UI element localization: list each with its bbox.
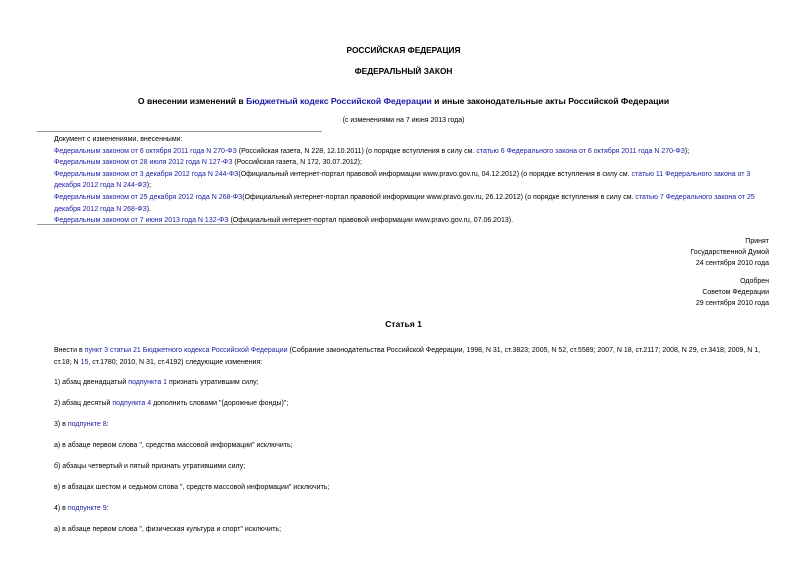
document-title bbox=[0, 96, 807, 107]
subparagraph-8-link[interactable]: подпункте 8 bbox=[67, 421, 107, 428]
list-item bbox=[37, 398, 777, 410]
amendment-item bbox=[37, 215, 777, 227]
divider-bottom bbox=[37, 224, 322, 225]
list-item bbox=[37, 524, 777, 536]
item-text: 2) абзац десятый bbox=[54, 400, 113, 407]
item-text: 1) абзац двенадцатый bbox=[54, 379, 129, 386]
list-item bbox=[37, 503, 777, 515]
ref-15-link[interactable]: 15 bbox=[80, 358, 89, 366]
item-text: 3) в bbox=[54, 421, 68, 428]
intro-text: Внести в bbox=[54, 347, 85, 354]
amendment-item bbox=[37, 157, 777, 169]
council-line: Советом Федерации bbox=[702, 289, 769, 296]
list-item bbox=[37, 461, 777, 473]
duma-line: Принят bbox=[745, 238, 769, 245]
amendment-item bbox=[37, 146, 777, 158]
subparagraph-9-link[interactable]: подпункте 9 bbox=[67, 505, 107, 512]
item-text: признать утратившим силу; bbox=[167, 379, 259, 386]
amendment-text: (Российская газета, N 172, 30.07.2012); bbox=[232, 159, 362, 167]
item-text: а) в абзаце первом слова ", средства массовой информации" исключить; bbox=[54, 442, 293, 449]
council-approval bbox=[696, 276, 769, 309]
law-type-heading: ФЕДЕРАЛЬНЫЙ ЗАКОН bbox=[354, 66, 453, 76]
amendment-text: (Официальный интернет-портал правовой информации www.pravo.gov.ru, 04.12.2012) (о порядке вступления в силу см. bbox=[238, 170, 632, 178]
amendment-article-link[interactable]: статью 7 Федерального закона от 25 декабря 2012 года N 268-ФЗ bbox=[54, 193, 755, 213]
amendment-law-link[interactable]: Федеральным законом от 25 декабря 2012 года N 268-ФЗ bbox=[54, 193, 243, 201]
item-text: в) в абзацах шестом и седьмом слова ", средств массовой информации" исключить; bbox=[54, 484, 330, 491]
amendment-text: (Официальный интернет-портал правовой информации www.pravo.gov.ru, 26.12.2012) (о порядке вступления в силу см. bbox=[242, 193, 636, 201]
item-text: 4) в bbox=[54, 505, 68, 512]
title-prefix: О внесении изменений в bbox=[137, 96, 247, 106]
amendment-law-link[interactable]: Федеральным законом от 3 декабря 2012 года N 244-ФЗ bbox=[54, 170, 239, 178]
divider-top bbox=[37, 131, 322, 132]
duma-line: Государственной Думой bbox=[690, 249, 769, 256]
list-item bbox=[37, 377, 777, 389]
amendment-article-link[interactable]: статью 6 Федерального закона от 6 октября 2011 года N 270-ФЗ bbox=[476, 147, 685, 155]
amendment-law-link[interactable]: Федеральным законом от 28 июля 2012 года N 127-ФЗ bbox=[54, 159, 233, 167]
edition-note: (с изменениями на 7 июня 2013 года) bbox=[342, 117, 465, 124]
item-text: дополнить словами "(дорожные фонды)"; bbox=[151, 400, 289, 407]
amendment-text: (Российская газета, N 228, 12.10.2011) (о порядке вступления в силу см. bbox=[236, 147, 477, 155]
item-text: б) абзацы четвертый и пятый признать утратившими силу; bbox=[54, 463, 246, 470]
amendment-tail: ); bbox=[684, 147, 690, 155]
amendment-item bbox=[37, 192, 777, 215]
amendment-item bbox=[37, 169, 777, 192]
duma-adoption bbox=[690, 236, 769, 269]
amendments-intro: Документ с изменениями, внесенными: bbox=[54, 136, 183, 143]
article-21-link[interactable]: пункт 3 статьи 21 Бюджетного кодекса Российской Федерации bbox=[84, 347, 288, 354]
list-item bbox=[37, 419, 777, 431]
article-intro bbox=[37, 345, 777, 368]
article-heading: Статья 1 bbox=[385, 319, 422, 329]
subparagraph-1-link[interactable]: подпункта 1 bbox=[128, 379, 168, 386]
title-suffix: и иные законодательные акты Российской Федерации bbox=[431, 96, 670, 106]
amendment-article-link[interactable]: статью 11 Федерального закона от 3 декабря 2012 года N 244-ФЗ bbox=[54, 170, 751, 190]
intro-text: (Собрание законодательства Российской Федерации, 1998, N 31, ст.3823; 2005, N 52, ст.5589; 2007, N 18, ст.2117; 2008, N 29, ст.3418; 2009, N 1, ст.18; N bbox=[54, 347, 761, 366]
item-text: : bbox=[106, 505, 109, 512]
amendment-tail: ). bbox=[146, 205, 152, 213]
amendment-law-link[interactable]: Федеральным законом от 7 июня 2013 года N 132-ФЗ bbox=[54, 217, 229, 225]
subparagraph-4-link[interactable]: подпункта 4 bbox=[112, 400, 152, 407]
amendment-law-link[interactable]: Федеральным законом от 6 октября 2011 года N 270-ФЗ bbox=[54, 147, 237, 155]
list-item bbox=[37, 440, 777, 452]
council-line: Одобрен bbox=[740, 278, 769, 285]
item-text: : bbox=[106, 421, 109, 428]
amendment-text: (Официальный интернет-портал правовой информации www.pravo.gov.ru, 07.06.2013). bbox=[228, 217, 514, 225]
item-text: а) в абзаце первом слова ", физическая культура и спорт" исключить; bbox=[54, 526, 282, 533]
duma-date: 24 сентября 2010 года bbox=[695, 260, 769, 267]
amendment-tail: ); bbox=[146, 182, 152, 190]
budget-code-link[interactable]: Бюджетный кодекс Российской Федерации bbox=[246, 96, 432, 106]
council-date: 29 сентября 2010 года bbox=[695, 300, 769, 307]
intro-text: , ст.1780; 2010, N 31, ст.4192) следующие изменения: bbox=[88, 358, 263, 366]
amendments-block bbox=[37, 134, 777, 227]
list-item bbox=[37, 482, 777, 494]
country-heading: РОССИЙСКАЯ ФЕДЕРАЦИЯ bbox=[346, 45, 461, 55]
